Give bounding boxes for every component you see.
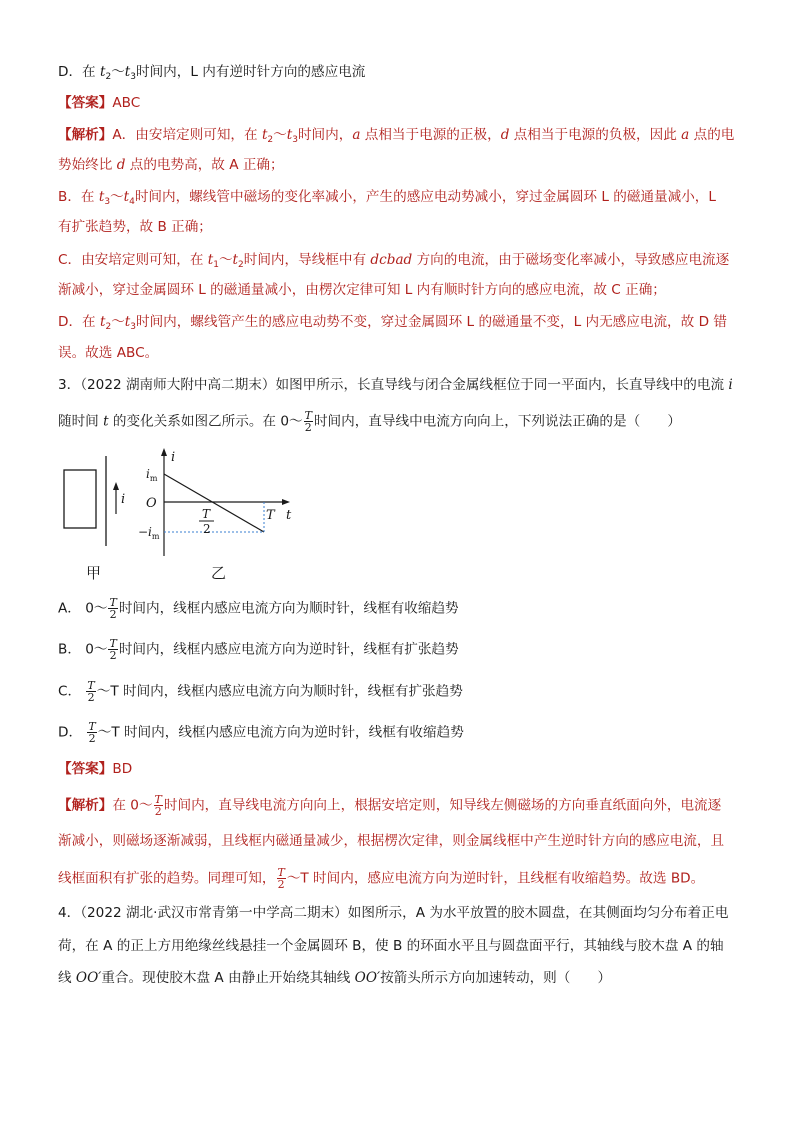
text-run: ～ <box>111 314 125 330</box>
text-run: 线框面积有扩张的趋势。同理可知， <box>58 870 276 887</box>
text-run: 时间内，直导线中电流方向向上，下列说法正确的是（ ） <box>313 413 681 430</box>
text-run: 时间内，L 内有逆时针方向的感应电流 <box>135 64 366 80</box>
math-subscript: 3 <box>130 72 136 82</box>
text-run: 【解析】 <box>58 797 113 814</box>
fraction-t-over-2: $\frac{T}{2}$ <box>304 409 312 434</box>
text-run: ～ <box>218 252 233 268</box>
q3-option-d <box>58 721 464 744</box>
math-subscript: 2 <box>267 135 274 145</box>
axis-i-label: i <box>171 450 176 465</box>
math-variable: t <box>124 314 131 330</box>
text-run: B．在 <box>58 189 99 205</box>
text-run: C． <box>58 683 86 700</box>
q3-answer <box>58 759 132 779</box>
figure-yi-label: 乙 <box>211 564 227 582</box>
axis-t-label: t <box>286 508 292 523</box>
text-run: ～T 时间内，线框内感应电流方向为逆时针，线框有收缩趋势 <box>97 724 464 741</box>
i-axis-arrow-icon <box>161 448 167 456</box>
text-run: A．由安培定则可知，在 <box>112 127 262 143</box>
text-run: 【答案】 <box>58 761 113 777</box>
text-run: 时间内，直导线电流方向向上，根据安培定则，知导线左侧磁场的方向垂直纸面向外，电流逐 <box>163 797 722 814</box>
text-run: 【答案】 <box>58 95 113 111</box>
q4-stem <box>58 968 611 988</box>
text-run: ～ <box>111 64 125 80</box>
half-period-num: T <box>202 507 211 521</box>
text-run: D．在 <box>58 64 100 80</box>
q3-figure <box>58 448 318 583</box>
current-label: i <box>121 492 126 507</box>
math-variable: dcbad <box>370 252 413 268</box>
text-run: 时间内，导线框中有 <box>243 252 371 268</box>
text-run: 渐减小，则磁场逐渐减弱，且线框内磁通量减少，根据楞次定律，则金属线框中产生逆时针方向的感应电流，且 <box>58 833 725 849</box>
origin-label: O <box>146 496 157 511</box>
math-variable: t <box>207 252 214 268</box>
text-run: 随时间 <box>58 413 104 430</box>
text-run: 有扩张趋势，故 B 正确； <box>58 219 212 235</box>
q3-stem <box>58 375 733 395</box>
text-run: 点的电 <box>689 127 735 143</box>
q3-stem <box>58 410 681 433</box>
text-run: 时间内，线框内感应电流方向为顺时针，线框有收缩趋势 <box>118 600 459 617</box>
text-run: BD <box>112 761 133 777</box>
fraction-t-over-2: $\frac{T}{2}$ <box>109 637 117 662</box>
text-run: 误。故选 ABC。 <box>58 345 159 361</box>
math-variable: t <box>286 127 293 143</box>
math-variable: t <box>99 314 106 330</box>
text-run: 【解析】 <box>58 127 113 143</box>
q2-analysis-line <box>58 280 666 300</box>
q2-answer <box>58 93 140 113</box>
metal-loop <box>64 470 96 528</box>
q2-analysis-line <box>58 343 158 363</box>
text-run: 按箭头所示方向加速转动，则（ ） <box>380 970 612 986</box>
text-run: 在 0～ <box>112 797 153 814</box>
math-subscript: 2 <box>105 322 112 332</box>
q3-option-c <box>58 680 463 703</box>
math-variable: d <box>500 127 510 143</box>
fraction-t-over-2: $\frac{T}{2}$ <box>277 866 285 891</box>
math-variable: t <box>98 189 105 205</box>
math-subscript: 2 <box>238 260 244 270</box>
math-subscript: 3 <box>292 135 298 145</box>
math-subscript: 4 <box>129 197 135 207</box>
q3-option-a <box>58 597 459 620</box>
math-subscript: 1 <box>213 260 219 270</box>
math-variable: OO′ <box>354 970 381 986</box>
period-label: T <box>266 508 275 523</box>
math-variable: i <box>728 377 733 393</box>
current-graph-line <box>164 474 264 532</box>
math-variable: a <box>681 127 690 143</box>
fraction-t-over-2: $\frac{T}{2}$ <box>88 720 96 745</box>
math-variable: t <box>103 413 109 430</box>
math-variable: t <box>232 252 239 268</box>
text-run: ～T 时间内，线框内感应电流方向为顺时针，线框有扩张趋势 <box>96 683 463 700</box>
text-run: ～ <box>273 127 287 143</box>
text-run: ～T 时间内，感应电流方向为逆时针，且线框有收缩趋势。故选 BD。 <box>286 870 705 887</box>
text-run: 渐减小，穿过金属圆环 L 的磁通量减小，由楞次定律可知 L 内有顺时针方向的感应电流，故 C 正确； <box>58 282 666 298</box>
q3-analysis-line <box>58 831 724 851</box>
q2-analysis-line <box>58 217 212 237</box>
math-variable: t <box>124 64 131 80</box>
text-run: 时间内，螺线管产生的感应电动势不变，穿过金属圆环 L 的磁通量不变，L 内无感应电流，故 D 错 <box>135 314 727 330</box>
t-axis-arrow-icon <box>282 499 290 505</box>
math-variable: t <box>261 127 268 143</box>
q4-stem <box>58 936 724 956</box>
q2-analysis-line <box>58 155 284 175</box>
math-subscript: 2 <box>105 72 112 82</box>
math-subscript: 3 <box>104 197 111 207</box>
q2-analysis-line <box>58 312 727 337</box>
math-variable: OO′ <box>75 970 102 986</box>
text-run: ABC <box>112 95 141 111</box>
q3-analysis-line <box>58 867 704 890</box>
text-run: 4．（2022 湖北·武汉市常青第一中学高二期末）如图所示，A 为水平放置的胶木圆盘，在其侧面均匀分布着正电 <box>58 905 729 921</box>
fraction-t-over-2: $\frac{T}{2}$ <box>87 679 95 704</box>
text-run: 时间内，螺线管中磁场的变化率减小，产生的感应电动势减小，穿过金属圆环 L 的磁通量减小，L <box>134 189 716 205</box>
text-run: 点相当于电源的正极， <box>360 127 501 143</box>
current-arrow-head-icon <box>113 482 119 490</box>
text-run: C．由安培定则可知，在 <box>58 252 208 268</box>
text-run: 方向的电流，由于磁场变化率减小，导致感应电流逐 <box>412 252 730 268</box>
text-run: 重合。现使胶木盘 A 由静止开始绕其轴线 <box>101 970 355 986</box>
half-period-den: 2 <box>203 522 211 536</box>
text-run: 线 <box>58 970 76 986</box>
text-run: 3．（2022 湖南师大附中高二期末）如图甲所示，长直导线与闭合金属线框位于同一平面内，长直导线中的电流 <box>58 377 729 393</box>
text-run: 势始终比 <box>58 157 117 173</box>
im-negative-label: $-i_m$ <box>138 525 160 541</box>
math-variable: a <box>352 127 361 143</box>
text-run: 的变化关系如图乙所示。在 0～ <box>108 413 303 430</box>
text-run: D．在 <box>58 314 100 330</box>
q3-analysis-line <box>58 794 721 817</box>
text-run: D． <box>58 724 87 741</box>
text-run: 时间内， <box>297 127 353 143</box>
text-run: 点相当于电源的负极，因此 <box>509 127 682 143</box>
text-run: 时间内，线框内感应电流方向为逆时针，线框有扩张趋势 <box>118 641 459 658</box>
text-run: ～ <box>110 189 124 205</box>
math-subscript: 3 <box>130 322 136 332</box>
text-run: A． 0～ <box>58 600 108 617</box>
q4-stem <box>58 903 728 923</box>
q2-analysis-line <box>58 125 734 150</box>
q3-option-b <box>58 638 459 661</box>
math-variable: t <box>123 189 130 205</box>
q2-option-d <box>58 62 365 87</box>
text-run: B． 0～ <box>58 641 108 658</box>
q2-analysis-line <box>58 187 716 212</box>
fraction-t-over-2: $\frac{T}{2}$ <box>154 793 162 818</box>
fraction-t-over-2: $\frac{T}{2}$ <box>109 596 117 621</box>
q2-analysis-line <box>58 250 729 275</box>
text-run: 荷，在 A 的正上方用绝缘丝线悬挂一个金属圆环 B，使 B 的环面水平且与圆盘面平行，其轴线与胶木盘 A 的轴 <box>58 938 724 954</box>
figure-jia-label: 甲 <box>86 564 102 582</box>
text-run: 点的电势高，故 A 正确； <box>125 157 284 173</box>
math-variable: d <box>116 157 126 173</box>
math-variable: t <box>99 64 106 80</box>
im-positive-label: $i_m$ <box>146 467 158 483</box>
